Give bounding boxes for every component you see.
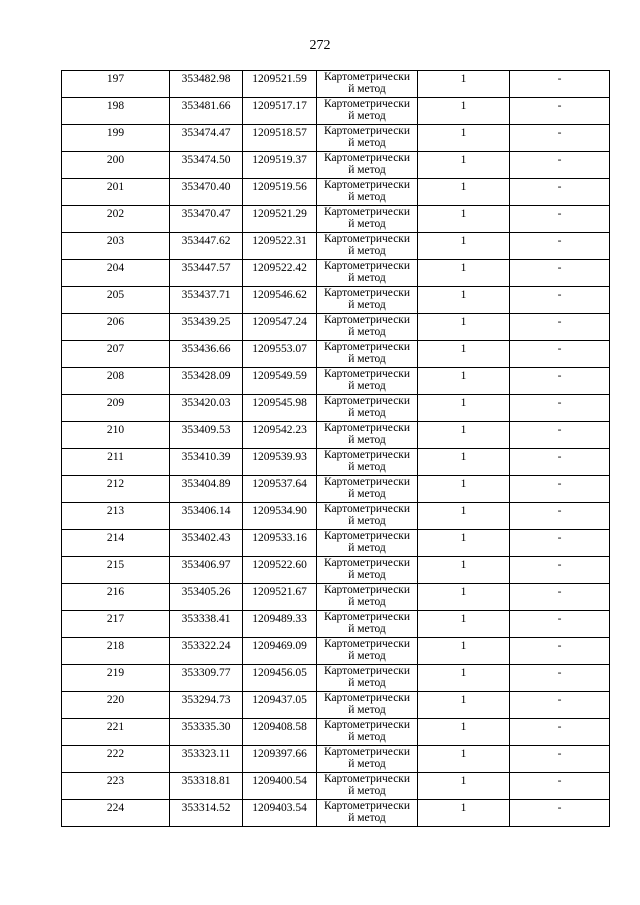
table-row: [62, 611, 610, 638]
table-row: [62, 449, 610, 476]
table-row: [62, 800, 610, 827]
table-row: [62, 368, 610, 395]
method-text-line-1: Картометрически: [323, 233, 411, 245]
precision-cell: 1: [418, 152, 510, 179]
error-cell: -: [510, 368, 610, 395]
error-cell: -: [510, 584, 610, 611]
method-cell: [317, 368, 418, 395]
table-row: [62, 260, 610, 287]
method-text-line-2: й метод: [348, 623, 386, 635]
method-text-line-2: й метод: [348, 299, 386, 311]
method-cell: [317, 125, 418, 152]
method-cell: [317, 476, 418, 503]
table-row: [62, 503, 610, 530]
y-coordinate-cell: 1209522.60: [243, 557, 317, 584]
x-coordinate-cell: 353428.09: [170, 368, 243, 395]
x-coordinate-cell: 353406.14: [170, 503, 243, 530]
method-text-line-1: Картометрически: [323, 98, 411, 110]
method-text-line-1: Картометрически: [323, 584, 411, 596]
precision-cell: 1: [418, 746, 510, 773]
method-text-line-2: й метод: [348, 137, 386, 149]
y-coordinate-cell: 1209547.24: [243, 314, 317, 341]
table-row: [62, 422, 610, 449]
table-row: [62, 557, 610, 584]
precision-cell: 1: [418, 719, 510, 746]
method-cell: [317, 341, 418, 368]
method-text-line-2: й метод: [348, 650, 386, 662]
y-coordinate-cell: 1209469.09: [243, 638, 317, 665]
x-coordinate-cell: 353474.47: [170, 125, 243, 152]
method-text-line-1: Картометрически: [323, 125, 411, 137]
table-row: [62, 476, 610, 503]
method-text-line-2: й метод: [348, 488, 386, 500]
precision-cell: 1: [418, 71, 510, 98]
method-text-line-2: й метод: [348, 272, 386, 284]
method-text-line-2: й метод: [348, 164, 386, 176]
x-coordinate-cell: 353404.89: [170, 476, 243, 503]
y-coordinate-cell: 1209437.05: [243, 692, 317, 719]
method-cell: [317, 557, 418, 584]
table-row: [62, 584, 610, 611]
y-coordinate-cell: 1209534.90: [243, 503, 317, 530]
method-cell: [317, 800, 418, 827]
method-text-line-1: Картометрически: [323, 368, 411, 380]
method-text-line-2: й метод: [348, 569, 386, 581]
table-row: [62, 287, 610, 314]
point-number-cell: 217: [62, 611, 170, 638]
method-text-line-1: Картометрически: [323, 422, 411, 434]
point-number-cell: 207: [62, 341, 170, 368]
table-row: [62, 206, 610, 233]
method-text-line-1: Картометрически: [323, 206, 411, 218]
page-number: 272: [309, 38, 331, 53]
point-number-cell: 219: [62, 665, 170, 692]
error-cell: -: [510, 98, 610, 125]
point-number-cell: 223: [62, 773, 170, 800]
method-text-line-2: й метод: [348, 677, 386, 689]
precision-cell: 1: [418, 584, 510, 611]
table-row: [62, 125, 610, 152]
method-text-line-1: Картометрически: [323, 773, 411, 785]
method-text-line-2: й метод: [348, 812, 386, 824]
x-coordinate-cell: 353323.11: [170, 746, 243, 773]
method-text-line-1: Картометрически: [323, 341, 411, 353]
table-row: [62, 746, 610, 773]
point-number-cell: 209: [62, 395, 170, 422]
method-cell: [317, 206, 418, 233]
table-row: [62, 179, 610, 206]
point-number-cell: 208: [62, 368, 170, 395]
y-coordinate-cell: 1209542.23: [243, 422, 317, 449]
method-text-line-2: й метод: [348, 218, 386, 230]
y-coordinate-cell: 1209521.29: [243, 206, 317, 233]
method-text-line-2: й метод: [348, 461, 386, 473]
method-cell: [317, 314, 418, 341]
point-number-cell: 220: [62, 692, 170, 719]
coordinates-table: [61, 70, 610, 827]
method-text-line-1: Картометрически: [323, 71, 411, 83]
method-text-line-2: й метод: [348, 785, 386, 797]
coordinates-table-body: [62, 71, 610, 827]
method-cell: [317, 584, 418, 611]
error-cell: -: [510, 287, 610, 314]
x-coordinate-cell: 353294.73: [170, 692, 243, 719]
error-cell: -: [510, 773, 610, 800]
method-text-line-1: Картометрически: [323, 665, 411, 677]
method-text-line-1: Картометрически: [323, 260, 411, 272]
error-cell: -: [510, 638, 610, 665]
point-number-cell: 200: [62, 152, 170, 179]
y-coordinate-cell: 1209521.67: [243, 584, 317, 611]
precision-cell: 1: [418, 179, 510, 206]
method-text-line-1: Картометрически: [323, 746, 411, 758]
method-text-line-1: Картометрически: [323, 557, 411, 569]
x-coordinate-cell: 353338.41: [170, 611, 243, 638]
y-coordinate-cell: 1209545.98: [243, 395, 317, 422]
table-row: [62, 395, 610, 422]
method-text-line-2: й метод: [348, 515, 386, 527]
point-number-cell: 224: [62, 800, 170, 827]
point-number-cell: 211: [62, 449, 170, 476]
point-number-cell: 201: [62, 179, 170, 206]
point-number-cell: 203: [62, 233, 170, 260]
x-coordinate-cell: 353322.24: [170, 638, 243, 665]
precision-cell: 1: [418, 287, 510, 314]
y-coordinate-cell: 1209397.66: [243, 746, 317, 773]
point-number-cell: 213: [62, 503, 170, 530]
precision-cell: 1: [418, 800, 510, 827]
method-cell: [317, 503, 418, 530]
y-coordinate-cell: 1209400.54: [243, 773, 317, 800]
precision-cell: 1: [418, 449, 510, 476]
method-cell: [317, 233, 418, 260]
point-number-cell: 197: [62, 71, 170, 98]
error-cell: -: [510, 395, 610, 422]
precision-cell: 1: [418, 638, 510, 665]
method-cell: [317, 665, 418, 692]
y-coordinate-cell: 1209456.05: [243, 665, 317, 692]
precision-cell: 1: [418, 395, 510, 422]
y-coordinate-cell: 1209403.54: [243, 800, 317, 827]
x-coordinate-cell: 353410.39: [170, 449, 243, 476]
y-coordinate-cell: 1209518.57: [243, 125, 317, 152]
error-cell: -: [510, 449, 610, 476]
table-row: [62, 233, 610, 260]
table-row: [62, 98, 610, 125]
method-text-line-1: Картометрически: [323, 692, 411, 704]
x-coordinate-cell: 353470.47: [170, 206, 243, 233]
x-coordinate-cell: 353318.81: [170, 773, 243, 800]
point-number-cell: 202: [62, 206, 170, 233]
x-coordinate-cell: 353439.25: [170, 314, 243, 341]
method-text-line-1: Картометрически: [323, 476, 411, 488]
x-coordinate-cell: 353474.50: [170, 152, 243, 179]
y-coordinate-cell: 1209553.07: [243, 341, 317, 368]
error-cell: -: [510, 341, 610, 368]
point-number-cell: 215: [62, 557, 170, 584]
method-cell: [317, 611, 418, 638]
method-text-line-2: й метод: [348, 731, 386, 743]
x-coordinate-cell: 353447.62: [170, 233, 243, 260]
error-cell: -: [510, 476, 610, 503]
method-text-line-1: Картометрически: [323, 800, 411, 812]
method-text-line-2: й метод: [348, 110, 386, 122]
table-row: [62, 692, 610, 719]
method-text-line-1: Картометрически: [323, 152, 411, 164]
error-cell: -: [510, 503, 610, 530]
precision-cell: 1: [418, 206, 510, 233]
error-cell: -: [510, 611, 610, 638]
error-cell: -: [510, 260, 610, 287]
method-text-line-1: Картометрически: [323, 179, 411, 191]
method-text-line-2: й метод: [348, 542, 386, 554]
x-coordinate-cell: 353470.40: [170, 179, 243, 206]
method-text-line-2: й метод: [348, 353, 386, 365]
y-coordinate-cell: 1209521.59: [243, 71, 317, 98]
method-text-line-1: Картометрически: [323, 719, 411, 731]
method-text-line-2: й метод: [348, 758, 386, 770]
y-coordinate-cell: 1209533.16: [243, 530, 317, 557]
y-coordinate-cell: 1209517.17: [243, 98, 317, 125]
y-coordinate-cell: 1209522.42: [243, 260, 317, 287]
precision-cell: 1: [418, 125, 510, 152]
precision-cell: 1: [418, 557, 510, 584]
precision-cell: 1: [418, 530, 510, 557]
y-coordinate-cell: 1209549.59: [243, 368, 317, 395]
y-coordinate-cell: 1209489.33: [243, 611, 317, 638]
x-coordinate-cell: 353409.53: [170, 422, 243, 449]
method-cell: [317, 152, 418, 179]
method-text-line-1: Картометрически: [323, 611, 411, 623]
y-coordinate-cell: 1209408.58: [243, 719, 317, 746]
y-coordinate-cell: 1209546.62: [243, 287, 317, 314]
method-cell: [317, 179, 418, 206]
table-row: [62, 152, 610, 179]
point-number-cell: 212: [62, 476, 170, 503]
error-cell: -: [510, 665, 610, 692]
method-text-line-2: й метод: [348, 704, 386, 716]
table-row: [62, 341, 610, 368]
method-cell: [317, 395, 418, 422]
method-text-line-2: й метод: [348, 407, 386, 419]
error-cell: -: [510, 530, 610, 557]
method-cell: [317, 260, 418, 287]
method-text-line-2: й метод: [348, 245, 386, 257]
precision-cell: 1: [418, 341, 510, 368]
point-number-cell: 216: [62, 584, 170, 611]
y-coordinate-cell: 1209522.31: [243, 233, 317, 260]
precision-cell: 1: [418, 260, 510, 287]
table-row: [62, 719, 610, 746]
x-coordinate-cell: 353405.26: [170, 584, 243, 611]
method-cell: [317, 692, 418, 719]
x-coordinate-cell: 353481.66: [170, 98, 243, 125]
precision-cell: 1: [418, 692, 510, 719]
method-cell: [317, 773, 418, 800]
error-cell: -: [510, 71, 610, 98]
precision-cell: 1: [418, 314, 510, 341]
method-text-line-1: Картометрически: [323, 449, 411, 461]
point-number-cell: 214: [62, 530, 170, 557]
method-cell: [317, 71, 418, 98]
x-coordinate-cell: 353436.66: [170, 341, 243, 368]
error-cell: -: [510, 179, 610, 206]
precision-cell: 1: [418, 665, 510, 692]
error-cell: -: [510, 692, 610, 719]
x-coordinate-cell: 353482.98: [170, 71, 243, 98]
point-number-cell: 222: [62, 746, 170, 773]
y-coordinate-cell: 1209519.37: [243, 152, 317, 179]
precision-cell: 1: [418, 368, 510, 395]
method-text-line-1: Картометрически: [323, 287, 411, 299]
point-number-cell: 204: [62, 260, 170, 287]
y-coordinate-cell: 1209539.93: [243, 449, 317, 476]
error-cell: -: [510, 719, 610, 746]
x-coordinate-cell: 353437.71: [170, 287, 243, 314]
method-text-line-2: й метод: [348, 191, 386, 203]
table-row: [62, 773, 610, 800]
method-text-line-2: й метод: [348, 596, 386, 608]
error-cell: -: [510, 800, 610, 827]
method-text-line-1: Картометрически: [323, 395, 411, 407]
method-cell: [317, 719, 418, 746]
precision-cell: 1: [418, 611, 510, 638]
method-cell: [317, 746, 418, 773]
error-cell: -: [510, 557, 610, 584]
point-number-cell: 205: [62, 287, 170, 314]
method-cell: [317, 638, 418, 665]
point-number-cell: 199: [62, 125, 170, 152]
table-row: [62, 314, 610, 341]
precision-cell: 1: [418, 98, 510, 125]
x-coordinate-cell: 353406.97: [170, 557, 243, 584]
error-cell: -: [510, 422, 610, 449]
point-number-cell: 206: [62, 314, 170, 341]
method-text-line-1: Картометрически: [323, 530, 411, 542]
x-coordinate-cell: 353420.03: [170, 395, 243, 422]
error-cell: -: [510, 152, 610, 179]
error-cell: -: [510, 233, 610, 260]
precision-cell: 1: [418, 476, 510, 503]
table-row: [62, 638, 610, 665]
table-row: [62, 71, 610, 98]
table-row: [62, 530, 610, 557]
method-text-line-2: й метод: [348, 326, 386, 338]
method-text-line-1: Картометрически: [323, 503, 411, 515]
point-number-cell: 218: [62, 638, 170, 665]
precision-cell: 1: [418, 503, 510, 530]
x-coordinate-cell: 353335.30: [170, 719, 243, 746]
precision-cell: 1: [418, 233, 510, 260]
x-coordinate-cell: 353309.77: [170, 665, 243, 692]
error-cell: -: [510, 746, 610, 773]
method-text-line-1: Картометрически: [323, 638, 411, 650]
error-cell: -: [510, 125, 610, 152]
method-cell: [317, 530, 418, 557]
point-number-cell: 221: [62, 719, 170, 746]
method-text-line-2: й метод: [348, 83, 386, 95]
point-number-cell: 198: [62, 98, 170, 125]
y-coordinate-cell: 1209519.56: [243, 179, 317, 206]
precision-cell: 1: [418, 773, 510, 800]
x-coordinate-cell: 353447.57: [170, 260, 243, 287]
method-cell: [317, 449, 418, 476]
method-text-line-2: й метод: [348, 434, 386, 446]
y-coordinate-cell: 1209537.64: [243, 476, 317, 503]
precision-cell: 1: [418, 422, 510, 449]
error-cell: -: [510, 314, 610, 341]
method-cell: [317, 287, 418, 314]
x-coordinate-cell: 353402.43: [170, 530, 243, 557]
method-cell: [317, 422, 418, 449]
method-text-line-1: Картометрически: [323, 314, 411, 326]
method-cell: [317, 98, 418, 125]
error-cell: -: [510, 206, 610, 233]
point-number-cell: 210: [62, 422, 170, 449]
method-text-line-2: й метод: [348, 380, 386, 392]
x-coordinate-cell: 353314.52: [170, 800, 243, 827]
table-row: [62, 665, 610, 692]
